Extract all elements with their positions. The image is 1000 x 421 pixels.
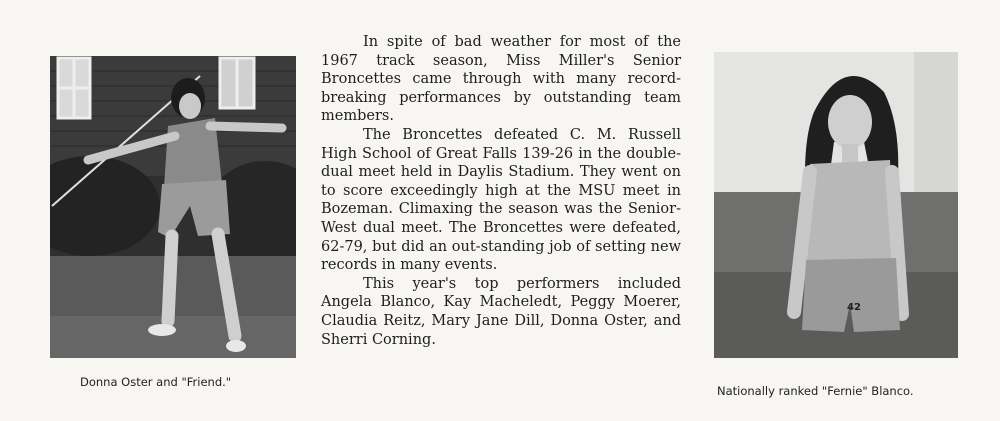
photo-javelin-thrower — [50, 56, 296, 358]
article-paragraph-2: The Broncettes defeated C. M. Russell High School of Great Falls 139-26 in the double-dual meet held in Daylis Stadium. They went on to score exceedingly high at the MSU meet in Bozeman. Climaxing the season was the Senior-West dual meet. The Broncettes were defeated, 62-79, but did an out-standing job of setting new records in many events. — [321, 126, 681, 274]
article-paragraph-3: This year's top performers included Angela Blanco, Kay Macheledt, Peggy Moerer, Claudia Reitz, Mary Jane Dill, Donna Oster, and Sherri Corning. — [321, 275, 681, 348]
runner-portrait-illustration — [714, 52, 958, 358]
photo-runner-portrait — [714, 52, 958, 358]
javelin-thrower-illustration — [50, 56, 296, 358]
caption-right: Nationally ranked "Fernie" Blanco. — [717, 384, 914, 398]
article-body — [321, 33, 681, 349]
caption-left: Donna Oster and "Friend." — [80, 375, 232, 389]
jersey-number: 42 — [847, 302, 861, 313]
article-paragraph-1: In spite of bad weather for most of the 1967 track season, Miss Miller's Senior Broncettes came through with many record-breaking performances by outstanding team members. — [321, 34, 681, 125]
